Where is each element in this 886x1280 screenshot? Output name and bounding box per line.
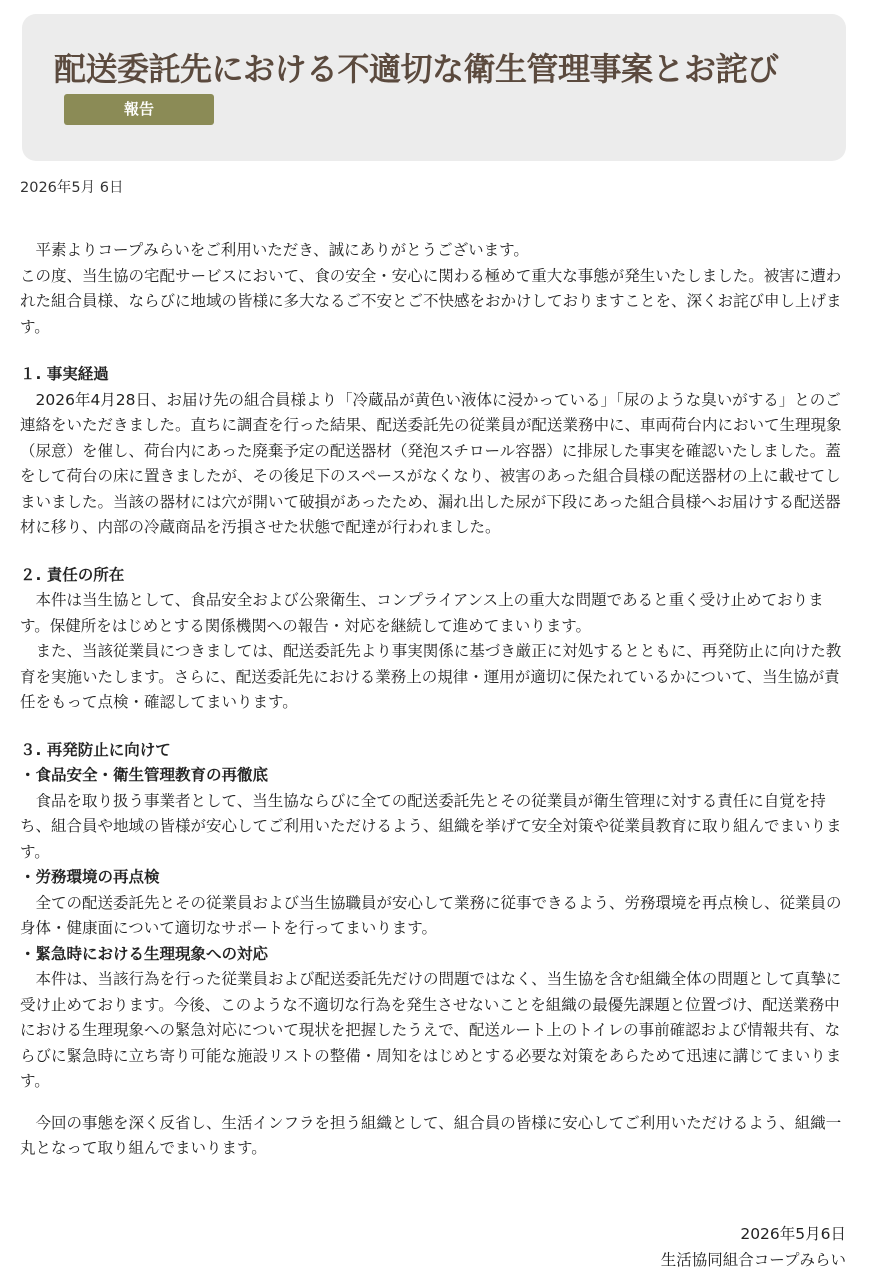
section-2-heading: ２. 責任の所在 (20, 565, 125, 584)
signature-block (661, 1222, 846, 1273)
section-3-item-3-body: 本件は、当該行為を行った従業員および配送委託先だけの問題ではなく、当生協を含む組織全体の問題として真摯に受け止めております。今後、このような不適切な行為を発生させないことを組織の最優先課題と位置づけ、配送業務中における生理現象への緊急対応について現状を把握したうえで、配送ルート上のトイレの事前確認および情報共有、ならびに緊急時に立ち寄り可能な施設リストの整備・周知をはじめとする必要な対策をあらためて迅速に講じてまいります。 (20, 970, 842, 1090)
section-2-body-1: 本件は当生協として、食品安全および公衆衛生、コンプライアンス上の重大な問題であると重く受け止めております。保健所をはじめとする関係機関への報告・対応を継続して進めてまいります。 (20, 591, 824, 635)
signature-date: 2026年5月6日 (740, 1225, 846, 1243)
page-title: 配送委託先における不適切な衛生管理事案とお詫び (54, 50, 779, 88)
intro-paragraph-2: この度、当生協の宅配サービスにおいて、食の安全・安心に関わる極めて重大な事態が発生いたしました。被害に遭われた組合員様、ならびに地域の皆様に多大なるご不安とご不快感をおかけしておりますことを、深くお詫び申し上げます。 (20, 266, 842, 336)
section-2-body-2: また、当該従業員につきましては、配送委託先より事実関係に基づき厳正に対処するとともに、再発防止に向けた教育を実施いたします。さらに、配送委託先における業務上の規律・運用が適切に保たれているかについて、当生協が責任をもって点検・確認してまいります。 (20, 642, 842, 711)
section-1-body: 2026年4月28日、お届け先の組合員様より「冷蔵品が黄色い液体に浸かっている」「尿のような臭いがする」とのご連絡をいただきました。直ちに調査を行った結果、配送委託先の従業員が配送業務中に、車両荷台内において生理現象（尿意）を催し、荷台内にあった廃棄予定の配送器材（発泡スチロール容器）に排尿した事実を確認いたしました。蓋をして荷台の床に置きましたが、その後足下のスペースがなくなり、被害のあった組合員様の配送器材の上に載せてしまいました。当該の器材には穴が開いて破損があったため、漏れ出した尿が下段にあった組合員様へお届けする配送器材に移り、内部の冷蔵商品を汚損させた状態で配達が行われました。 (20, 390, 842, 536)
intro-paragraph-1: 平素よりコープみらいをご利用いただき、誠にありがとうございます。 (35, 241, 529, 259)
section-3-item-2-body: 全ての配送委託先とその従業員および当生協職員が安心して業務に従事できるよう、労務環境を再点検し、従業員の身体・健康面について適切なサポートを行ってまいります。 (20, 893, 842, 937)
report-badge: 報告 (64, 94, 214, 125)
section-3-item-2-title: ・労務環境の再点検 (20, 868, 160, 886)
signature-org: 生活協同組合コープみらい (660, 1250, 846, 1269)
publish-date: 2026年5月 6日 (20, 180, 124, 196)
closing-paragraph: 今回の事態を深く反省し、生活インフラを担う組織として、組合員の皆様に安心してご利用いただけるよう、組織一丸となって取り組んでまいります。 (20, 1113, 842, 1157)
article-body (20, 238, 846, 1162)
section-3-heading: ３. 再発防止に向けて (20, 740, 171, 759)
section-3-item-1-body: 食品を取り扱う事業者として、当生協ならびに全ての配送委託先とその従業員が衛生管理に対する責任に自覚を持ち、組合員や地域の皆様が安心してご利用いただけるよう、組織を挙げて安全対策や従業員教育に取り組んでまいります。 (20, 791, 842, 861)
section-1-heading: １. 事実経過 (20, 365, 109, 383)
section-3-item-3-title: ・緊急時における生理現象への対応 (20, 944, 269, 963)
header-box (22, 14, 846, 161)
section-3-item-1-title: ・食品安全・衛生管理教育の再徹底 (20, 766, 269, 784)
